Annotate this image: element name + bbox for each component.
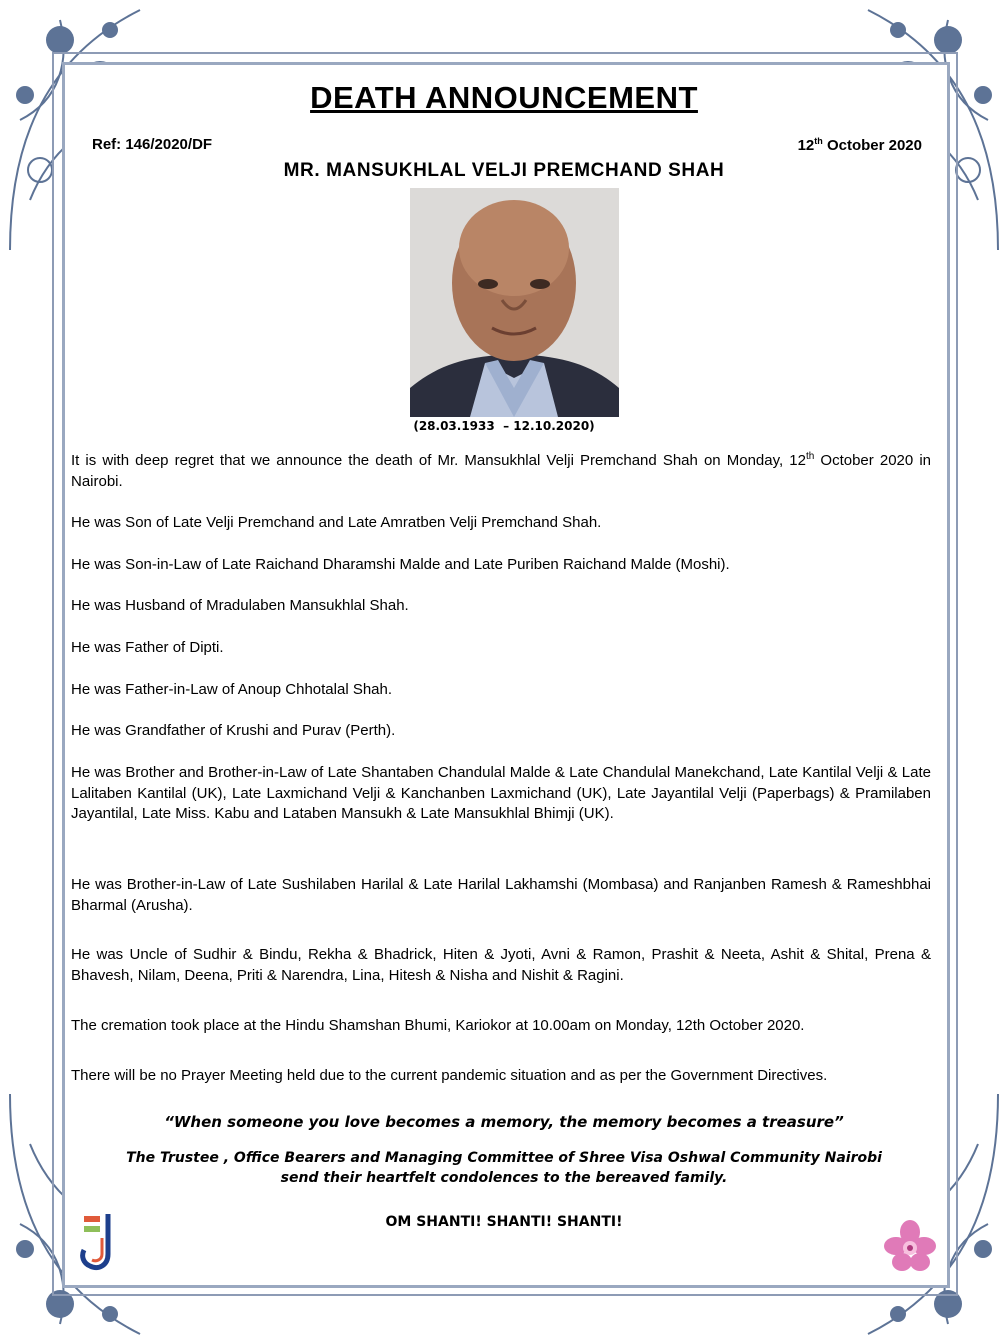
paragraph-husband: He was Husband of Mradulaben Mansukhlal Shah. <box>71 597 409 614</box>
reference-number: Ref: 146/2020/DF <box>92 136 213 153</box>
deceased-name: MR. MANSUKHLAL VELJI PREMCHAND SHAH <box>283 160 725 181</box>
community-logo-icon <box>78 1208 118 1272</box>
portrait-photo <box>410 188 619 417</box>
om-shanti: OM SHANTI! SHANTI! SHANTI! <box>385 1214 623 1230</box>
paragraph-son-in-law: He was Son-in-Law of Late Raichand Dharamshi Malde and Late Puriben Raichand Malde (Moshi). <box>71 556 730 573</box>
paragraph-brother-in-law: He was Brother-in-Law of Late Sushilaben Harilal & Late Harilal Lakhamshi (Mombasa) and Ranjanben Ramesh & Rameshbhai Bharmal (Arusha). <box>71 876 931 914</box>
paragraph-uncle: He was Uncle of Sudhir & Bindu, Rekha & Bhadrick, Hiten & Jyoti, Avni & Ramon, Prashit & Neeta, Ashit & Shital, Prena & Bhavesh, Nilam, Deena, Priti & Narendra, Lina, Hitesh & Nisha and Nishit & Ragini. <box>71 946 931 984</box>
paragraph-brother: He was Brother and Brother-in-Law of Late Shantaben Chandulal Malde & Late Chandulal Manekchand, Late Kantilal Velji & Late Lalitaben Kantilal (UK), Late Laxmichand Velji & Kanchanben Laxmichand (UK), Late Jayantilal Velji (Paperbags) & Pramilaben Jayantilal, Late Miss. Kabu and Lataben Mansukh & Late Mansukhlal Bhimji (UK). <box>71 764 931 822</box>
life-dates: (28.03.1933 – 12.10.2020) <box>413 419 595 433</box>
paragraph-father: He was Father of Dipti. <box>71 639 224 656</box>
pink-flower-icon <box>884 1218 936 1274</box>
condolence-line-2: send their heartfelt condolences to the bereaved family. <box>280 1170 728 1186</box>
memorial-quote: “When someone you love becomes a memory, the memory becomes a treasure” <box>164 1113 844 1131</box>
paragraph-grandfather: He was Grandfather of Krushi and Purav (Perth). <box>71 722 396 739</box>
announcement-date: 12th October 2020 <box>797 136 922 154</box>
paragraph-father-in-law: He was Father-in-Law of Anoup Chhotalal Shah. <box>71 681 393 698</box>
page-title: DEATH ANNOUNCEMENT <box>310 80 698 115</box>
condolence-line-1: The Trustee , Office Bearers and Managing Committee of Shree Visa Oshwal Community Nairobi <box>126 1150 882 1166</box>
intro-paragraph: It is with deep regret that we announce the death of Mr. Mansukhlal Velji Premchand Shah on Monday, 12th October 2020 in Nairobi. <box>71 451 931 490</box>
paragraph-cremation: The cremation took place at the Hindu Shamshan Bhumi, Kariokor at 10.00am on Monday, 12th October 2020. <box>71 1017 805 1034</box>
paragraph-prayer: There will be no Prayer Meeting held due to the current pandemic situation and as per the Government Directives. <box>71 1067 828 1084</box>
paragraph-son: He was Son of Late Velji Premchand and Late Amratben Velji Premchand Shah. <box>71 514 602 531</box>
